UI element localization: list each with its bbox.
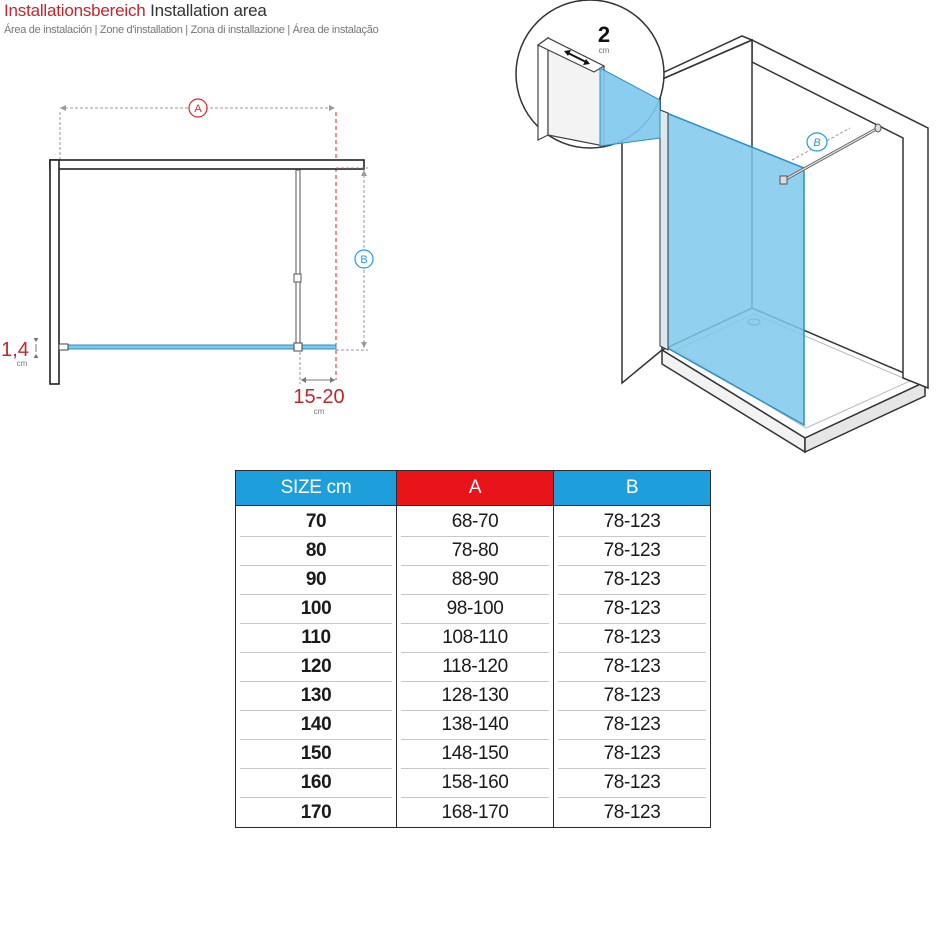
size-cell — [236, 595, 397, 624]
table-row — [236, 682, 711, 711]
header-b: B — [554, 471, 711, 506]
b-cell — [554, 624, 711, 653]
size-cell-value: 130 — [240, 682, 392, 711]
b-cell — [554, 769, 711, 798]
b-cell-value: 78-123 — [558, 595, 706, 624]
offset-value: 15-20 — [293, 386, 345, 408]
title-german: Installationsbereich — [4, 1, 146, 20]
size-cell — [236, 798, 397, 828]
b-cell-value: 78-123 — [558, 682, 706, 711]
support-bar-highlight — [784, 128, 878, 180]
profile-width-unit: cm — [598, 46, 610, 55]
size-cell — [236, 624, 397, 653]
a-cell — [397, 769, 554, 798]
a-cell-value: 148-150 — [401, 740, 549, 769]
title-english: Installation area — [150, 1, 267, 20]
size-cell-value: 110 — [240, 624, 392, 653]
size-cell — [236, 537, 397, 566]
a-cell-value: 78-80 — [401, 537, 549, 566]
table-header-row — [236, 471, 711, 506]
wall-gap-unit: cm — [16, 359, 28, 368]
b-cell-value: 78-123 — [558, 740, 706, 769]
a-cell-value: 158-160 — [401, 769, 549, 798]
size-cell-value: 170 — [300, 801, 332, 823]
a-cell-value: 88-90 — [401, 566, 549, 595]
b-cell — [554, 566, 711, 595]
label-a: A — [194, 103, 202, 115]
size-table — [235, 470, 711, 828]
b-cell-value: 78-123 — [603, 801, 661, 823]
size-cell-value: 90 — [240, 566, 392, 595]
b-cell — [554, 798, 711, 828]
b-cell-value: 78-123 — [558, 624, 706, 653]
b-cell-value: 78-123 — [558, 769, 706, 798]
b-cell — [554, 711, 711, 740]
b-cell-value: 78-123 — [558, 508, 706, 537]
size-cell — [236, 508, 397, 537]
b-cell-value: 78-123 — [558, 537, 706, 566]
table-row — [236, 537, 711, 566]
b-cell-value: 78-123 — [558, 653, 706, 682]
a-cell-value: 168-170 — [441, 801, 509, 823]
b-cell — [554, 740, 711, 769]
detail-profile-front — [538, 38, 548, 140]
a-cell-value: 108-110 — [401, 624, 549, 653]
size-cell-value: 80 — [240, 537, 392, 566]
size-cell-value: 100 — [240, 595, 392, 624]
a-cell-value: 68-70 — [401, 508, 549, 537]
header-a: A — [397, 471, 554, 506]
b-cell — [554, 537, 711, 566]
perspective-drawing — [0, 0, 940, 460]
size-cell — [236, 711, 397, 740]
perspective-label-b: B — [813, 137, 821, 149]
a-cell-value: 138-140 — [401, 711, 549, 740]
a-cell — [397, 566, 554, 595]
a-cell — [397, 508, 554, 537]
header-size: SIZE cm — [236, 471, 397, 506]
a-cell — [397, 595, 554, 624]
support-bar-wall-mount — [875, 124, 881, 132]
table-row — [236, 769, 711, 798]
a-cell-value: 98-100 — [401, 595, 549, 624]
a-cell — [397, 798, 554, 828]
size-cell — [236, 566, 397, 595]
a-cell — [397, 711, 554, 740]
size-cell-value: 140 — [240, 711, 392, 740]
a-cell-value: 128-130 — [401, 682, 549, 711]
offset-unit: cm — [313, 407, 325, 416]
b-cell — [554, 508, 711, 537]
size-cell — [236, 769, 397, 798]
size-cell — [236, 740, 397, 769]
table-row — [236, 624, 711, 653]
a-cell — [397, 624, 554, 653]
table-row — [236, 711, 711, 740]
b-cell — [554, 682, 711, 711]
a-cell-value: 118-120 — [401, 653, 549, 682]
b-cell-value: 78-123 — [558, 566, 706, 595]
size-cell-value: 120 — [240, 653, 392, 682]
table-body — [236, 506, 711, 828]
size-cell-value: 160 — [240, 769, 392, 798]
a-cell — [397, 537, 554, 566]
table-row — [236, 595, 711, 624]
table-row — [236, 653, 711, 682]
table-row — [236, 740, 711, 769]
size-cell-value: 150 — [240, 740, 392, 769]
b-cell — [554, 595, 711, 624]
size-cell — [236, 682, 397, 711]
wall-profile-3d — [660, 110, 668, 350]
table-row — [236, 566, 711, 595]
b-cell-value: 78-123 — [558, 711, 706, 740]
a-cell — [397, 740, 554, 769]
size-cell — [236, 653, 397, 682]
support-bar-glass-clamp — [780, 176, 787, 184]
b-cell — [554, 653, 711, 682]
a-cell — [397, 682, 554, 711]
page-subtitle: Área de instalación | Zone d'installation | Zona di installazione | Área de instalação — [4, 24, 379, 36]
wall-gap-value: 1,4 — [1, 339, 29, 361]
profile-width-value: 2 — [597, 22, 611, 47]
size-cell-value: 70 — [240, 508, 392, 537]
table-row — [236, 508, 711, 537]
a-cell — [397, 653, 554, 682]
label-b: B — [360, 254, 368, 266]
table-row — [236, 798, 711, 828]
